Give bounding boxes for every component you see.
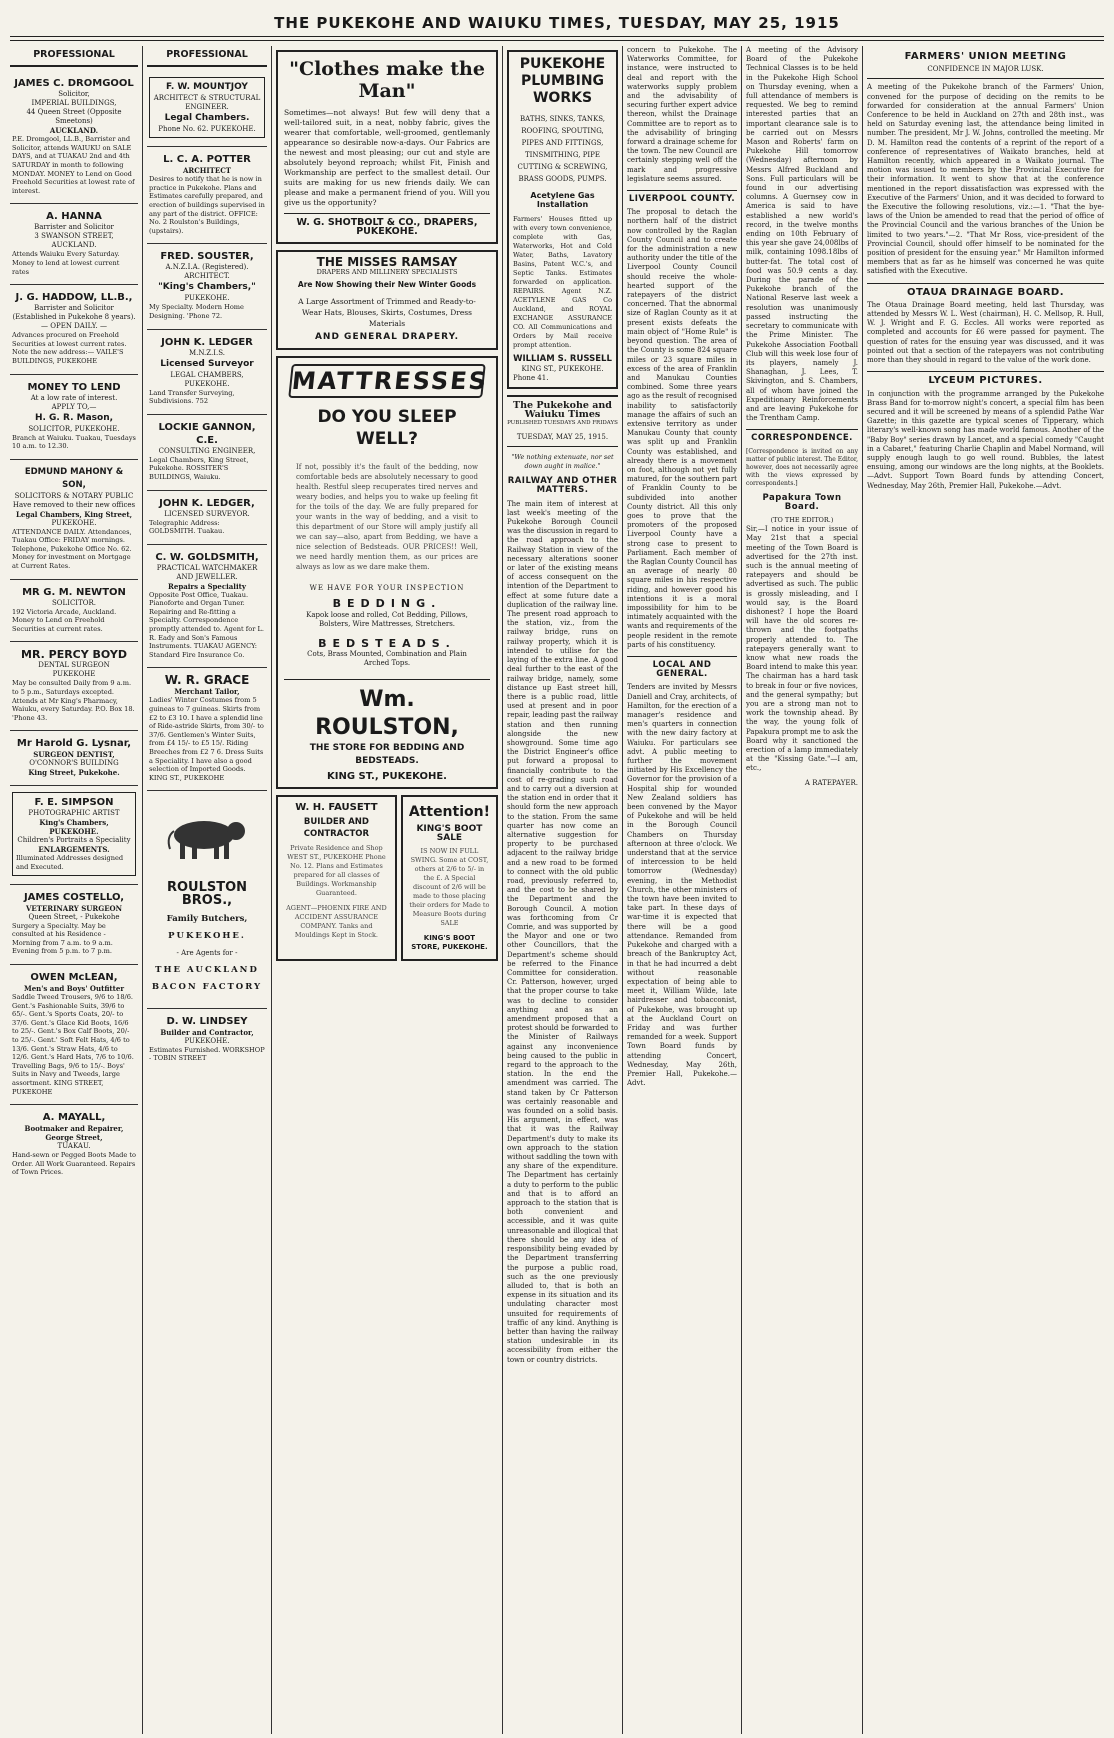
ad-plumbing-works bbox=[507, 50, 618, 389]
ad-potter bbox=[147, 147, 267, 244]
ad-line: "King's Chambers," bbox=[158, 282, 256, 293]
story-heading: LYCEUM PICTURES. bbox=[867, 371, 1104, 385]
ad-line: Legal Chambers. bbox=[164, 113, 250, 124]
section-heading: PROFESSIONAL bbox=[147, 46, 267, 67]
ad-line: ARCHITECT & STRUCTURAL ENGINEER. bbox=[153, 94, 261, 112]
ad-percy-boyd bbox=[10, 642, 138, 731]
ad-text: Kapok loose and rolled, Cot Bedding, Pillows, Bolsters, Wire Mattresses, Stretchers. bbox=[306, 610, 468, 628]
ad-dromgool bbox=[10, 71, 138, 204]
ad-line: PUKEKOHE. bbox=[51, 518, 97, 527]
column-professional-1 bbox=[10, 46, 138, 1734]
ad-text: Land Transfer Surveying, Subdivisions. 752 bbox=[149, 388, 235, 406]
ad-lindsey bbox=[147, 1009, 267, 1071]
ad-line: SURGEON DENTIST, bbox=[33, 750, 115, 760]
newspaper-nameplate bbox=[507, 395, 618, 447]
story-heading: FARMERS' UNION MEETING bbox=[904, 51, 1067, 62]
ad-text: May be consulted Daily from 9 a.m. to 5 p.m., Saturdays excepted. Attends at Mr King's Pharmacy, Waiuku, every Saturday. P.O. Box 18. 'Phone 43. bbox=[12, 679, 135, 722]
ad-line: CONSULTING ENGINEER, bbox=[158, 446, 256, 455]
ad-name: FRED. SOUSTER, bbox=[160, 251, 254, 263]
ad-name: L. C. A. POTTER bbox=[163, 154, 251, 166]
ad-line: Barrister and Solicitor bbox=[34, 223, 114, 232]
ad-firm: KING'S BOOT STORE, PUKEKOHE. bbox=[411, 934, 488, 952]
ad-name: MR G. M. NEWTON bbox=[22, 586, 126, 598]
ad-line: 3 SWANSON STREET, AUCKLAND. bbox=[34, 232, 114, 250]
ad-line: APPLY TO,— bbox=[51, 402, 97, 411]
ad-ledger-2 bbox=[147, 491, 267, 545]
column-plumbing-editorial bbox=[507, 46, 618, 1734]
ad-line: PUKEKOHE. bbox=[184, 294, 230, 303]
ad-subheading: KING'S BOOT SALE bbox=[416, 823, 483, 844]
ad-grace bbox=[147, 668, 267, 791]
ad-souster bbox=[147, 244, 267, 329]
ad-line: - Are Agents for - bbox=[176, 948, 238, 957]
ad-mountjoy bbox=[147, 71, 267, 147]
ad-lysnar bbox=[10, 731, 138, 786]
story-text: Tenders are invited by Messrs Daniell and Cray, architects, of Hamilton, for the erection of a manager's residence and men's quarters in connection with the new dairy factory at Waiuku. For particulars see advt. A public meeting to further the movement initiated by His Excellency the Governor for the provision of a Hospital ship for wounded New Zealand soldiers has been convened by the Mayor of Pukekohe and will be held in the Borough Council Chambers on Thursday afternoon at three o'clock. We understand that at the service of intercession to be held tomorrow (Wednesday) evening, in the Methodist Church, the other ministers of the town have been invited to take part. In these days of war-time it is expected that there will be a good attendance. Remanded from Pukekohe and charged with a breach of the Bankruptcy Act, in that he had incurred a debt without reasonable expectation of being able to meet it, William Wilde, late hairdresser and tobacconist, of Pukekohe, was brought up at the Auckland Court on Friday and was further remanded for a week. Support Town Board funds by attending Concert, Wednesday, May 26th, Premier Hall, Pukekohe.—Advt. bbox=[627, 683, 737, 1088]
column-rule bbox=[741, 46, 742, 1734]
ad-line: THE STORE FOR BEDDING AND BEDSTEADS. bbox=[309, 742, 465, 766]
column-professional-2 bbox=[147, 46, 267, 1734]
ad-simpson bbox=[10, 786, 138, 884]
ad-line: H. G. R. Mason, bbox=[34, 412, 114, 423]
ad-name: F. W. MOUNTJOY bbox=[166, 82, 248, 93]
ad-line: AUCKLAND. bbox=[49, 126, 99, 136]
ad-line: O'CONNOR'S BUILDING bbox=[29, 759, 119, 768]
ad-line: PRACTICAL WATCHMAKER AND JEWELLER. bbox=[156, 563, 258, 581]
ad-text: Private Residence and Shop WEST ST., PUKEKOHE Phone No. 12. Plans and Estimates prepared for all classes of Buildings. Workmanship Guaranteed. bbox=[287, 844, 386, 898]
ad-name: EDMUND MAHONY & SON, bbox=[24, 466, 124, 490]
story-subheading: CONFIDENCE IN MAJOR LUSK. bbox=[867, 65, 1104, 79]
ad-line: Licensed Surveyor bbox=[160, 358, 254, 369]
story-note: [Correspondence is invited on any matter of public interest. The Editor, however, does not necessarily agree with the views expressed by correspondents.] bbox=[746, 447, 858, 487]
ad-text: Ladies' Winter Costumes from 5 guineas to 7 guineas. Skirts from £2 to £3 10. I have a splendid line of Ride-astride Skirts, from 30/- to 37/6. Gentlemen's Winter Suits, from £4 15/- to £5 15/. Riding Breeches from £2 7 6. Dress Suits a Speciality. I have also a good selection of Imported Goods. KING ST., PUKEKOHE bbox=[149, 696, 264, 782]
ad-text: Sometimes—not always! But few will deny that a well-tailored suit, in a neat, nobby fabric, gives the wearer that comfortable, well-groomed, gentlemanly appearance so desirable now-a-days. Our Fabrics are the newest and most pleasing; our cut and style are absolutely beyond reproach; whilst Fit, Finish and Workmanship are perfect to the smallest detail. Our suits are making for us new friends daily. We can please and make a permanent friend of you. Will you give us the opportunity? bbox=[284, 108, 490, 207]
ad-line: PUKEKOHE. bbox=[168, 930, 246, 941]
column-rule bbox=[142, 46, 143, 1734]
ad-line: DENTAL SURGEON bbox=[38, 661, 110, 670]
ad-line: PHOTOGRAPHIC ARTIST bbox=[28, 809, 120, 818]
ad-row-bottom bbox=[276, 795, 498, 967]
nameplate-title: The Pukekohe and Waiuku Times bbox=[513, 400, 612, 421]
ad-line: Solicitor, bbox=[58, 90, 90, 99]
ad-firm: WILLIAM S. RUSSELL bbox=[513, 354, 612, 365]
ad-name: Mr Harold G. Lysnar, bbox=[16, 738, 132, 750]
ad-name: JOHN K. LEDGER bbox=[161, 336, 253, 348]
ad-line: — OPEN DAILY. — bbox=[41, 322, 107, 331]
ad-name: JAMES C. DROMGOOL bbox=[14, 78, 134, 90]
ad-costello bbox=[10, 885, 138, 965]
story-note: (TO THE EDITOR.) bbox=[770, 515, 834, 524]
ad-line: PUKEKOHE bbox=[52, 670, 96, 679]
ad-firm: Wm. ROULSTON, bbox=[284, 679, 490, 742]
story-heading: OTAUA DRAINAGE BOARD. bbox=[867, 283, 1104, 297]
ad-name: A. HANNA bbox=[46, 211, 102, 223]
column-rule bbox=[502, 46, 503, 1734]
ad-line: ENLARGEMENTS. bbox=[38, 845, 110, 855]
ad-text: 192 Victoria Arcade, Auckland. Money to Lend on Freehold Securities at current rates. bbox=[12, 607, 117, 633]
story-heading: RAILWAY AND OTHER MATTERS. bbox=[507, 476, 618, 496]
ad-headline: DO YOU SLEEP WELL? bbox=[317, 407, 457, 450]
nameplate-pub: PUBLISHED TUESDAYS AND FRIDAYS bbox=[507, 420, 618, 427]
masthead-rule-bottom bbox=[10, 40, 1104, 41]
story-text: A meeting of the Advisory Board of the Pukekohe Technical Classes is to be held in the Pukekohe High School on Thursday evening, when a full attendance of members is requested. We beg to remind interested parties that an important clearance sale is to be carried out on Messrs Mason and Roberts' farm on Pukekohe Hill tomorrow (Wednesday) afternoon by Messrs Alfred Buckland and Sons. Full particulars will be found in our advertising columns. A Guernsey cow in America is said to have established a new world's record, in the twelve months ending on 10th February of this year she gave 24,008lbs of milk, containing 1098.18lbs of butter-fat. The total cost of food was 50.9 cents a day. During the parade of the Pukekohe branch of the National Reserve last week a resolution was unanimously passed instructing the secretary to communicate with the Prime Minister. The Pukekohe Association Football Club will this week lose four of its players, namely J. Shanaghan, J. Lees, T. Skivington, and S. Chambers, all of whom have joined the Expeditionary Reinforcements and are leaving Pukekohe for the Trentham Camp. bbox=[746, 46, 858, 423]
ad-roulston-bedding bbox=[276, 356, 498, 789]
ad-subheading: BEDSTEADS. bbox=[318, 637, 456, 651]
ad-text: Surgery a Specialty. May be consulted at his Residence - Morning from 7 a.m. to 9 a.m. Evening from 5 p.m. to 7 p.m. bbox=[12, 921, 113, 956]
story-heading: LOCAL AND GENERAL. bbox=[627, 656, 737, 679]
ad-haddow bbox=[10, 285, 138, 374]
ad-name: J. G. HADDOW, LL.B., bbox=[15, 292, 133, 304]
ad-name: C. W. GOLDSMITH, bbox=[155, 551, 259, 563]
ad-gannon bbox=[147, 415, 267, 491]
column-news-3 bbox=[867, 46, 1104, 1734]
ad-subheading: Acetylene Gas Installation bbox=[530, 191, 595, 210]
ad-line: ARCHITECT. bbox=[184, 272, 230, 281]
ad-roulston-butchers bbox=[147, 791, 267, 1008]
ad-ledger bbox=[147, 330, 267, 415]
ad-line: Legal Chambers, King Street, bbox=[15, 509, 133, 519]
story-text: Sir,—I notice in your issue of May 21st that a special meeting of the Town Board is advertised for the 27th inst. such is the annual meeting of ratepayers and should be advertised as such. The public is grossly misleading, and I would say, is the Board dishonest? I hope the Board will have the old scores re-thrown and the footpaths properly attended to. The ratepayers generally want to know what new roads the Board intend to make this year. The chairman has a hard task to break in four or five novices, and the general sympathy; but you are a strong man not to work the township ahead. By the way, the young folk of Papakura prompt me to ask the Board why it sanctioned the erection of a lamp immediately at the "Kissing Gate."—I am, etc., bbox=[746, 525, 858, 773]
story-text: In conjunction with the programme arranged by the Pukekohe Brass Band for to-morrow night's concert, a special film has been secured and it will be screened by means of a splendid Pathe War Gazette; in this gazette are typical scenes of Tipperary, which literary's well-known song has made world famous. Another of the "Baby Boy" series drawn by Lancet, and a special comedy "Caught in a Cabaret," featuring Charlie Chaplin and Mabel Normand, will supply enough laugh to go well round. Bubbles, the latest ensuing, among our windows are the long nights, at the Booklets.—Advt. Support Town Board funds by attending Concert, Wednesday, May 26th, Premier Hall, Pukekohe.—Advt. bbox=[867, 389, 1104, 490]
ad-line: Have removed to their new offices bbox=[12, 500, 136, 509]
ad-name: JOHN K. LEDGER, bbox=[159, 497, 255, 509]
ad-line: SOLICITOR, PUKEKOHE. bbox=[28, 424, 120, 433]
ad-text: Telegraphic Address: GOLDSMITH. Tuakau. bbox=[149, 518, 225, 536]
ad-name: MR. PERCY BOYD bbox=[21, 648, 127, 662]
ad-line: BACON FACTORY bbox=[151, 981, 263, 992]
ad-headline: "Clothes make the Man" bbox=[289, 58, 485, 102]
bull-illustration-icon bbox=[162, 807, 252, 867]
ad-text: Legal Chambers, King Street, Pukekohe. ROSSITER'S BUILDINGS, Waiuku. bbox=[149, 455, 249, 481]
column-news-2 bbox=[746, 46, 858, 1734]
ad-line: Barrister and Solicitor bbox=[34, 304, 114, 313]
ad-name: F. E. SIMPSON bbox=[34, 797, 114, 809]
ad-line: M.N.Z.I.S. bbox=[188, 348, 226, 357]
ad-line: AND GENERAL DRAPERY. bbox=[314, 332, 460, 343]
ad-text: A Large Assortment of Trimmed and Ready-to-Wear Hats, Blouses, Skirts, Costumes, Dress Materials bbox=[298, 297, 476, 329]
column-rule bbox=[862, 46, 863, 1734]
nameplate-date: TUESDAY, MAY 25, 1915. bbox=[516, 432, 609, 441]
ad-text: Illuminated Addresses designed and Executed. bbox=[16, 854, 124, 872]
ad-line: BUILDER AND CONTRACTOR bbox=[303, 817, 370, 840]
ad-line: Children's Portraits a Speciality bbox=[17, 836, 131, 845]
ad-line: Family Butchers, bbox=[166, 913, 248, 924]
ad-text: Desires to notify that he is now in practice in Pukekohe. Plans and Estimates carefully prepared, and erection of buildings supervised in any part of the district. OFFICE: No. 2 Roulston's Buildings, (upstairs). bbox=[149, 175, 265, 235]
ad-text: IS NOW IN FULL SWING. Some at COST, others at 2/6 to 5/- in the £. A Special discount of 2/6 will be made to those placing their orders for Made to Measure Boots during SALE bbox=[409, 847, 490, 928]
ad-text: Hand-sewn or Pegged Boots Made to Order. All Work Guaranteed. Repairs of Town Prices. bbox=[12, 1151, 137, 1177]
ad-line: LEGAL CHAMBERS, bbox=[170, 370, 244, 379]
ad-line: SOLICITORS & NOTARY PUBLIC bbox=[14, 491, 134, 500]
ad-kings-boot-sale bbox=[401, 795, 498, 961]
ad-line: KING ST., PUKEKOHE. bbox=[327, 770, 447, 782]
ad-newton bbox=[10, 580, 138, 643]
ad-fausett bbox=[276, 795, 397, 961]
ad-line: Repairs a Speciality bbox=[168, 581, 246, 591]
ad-line: King Street, Pukekohe. bbox=[28, 768, 120, 778]
ad-name: JAMES COSTELLO, bbox=[23, 891, 125, 903]
ad-text: If not, possibly it's the fault of the bedding, now comfortable beds are absolutely necessary to good health. Restful sleep recuperates tired nerves and weary bodies, and helps you to wake up feeling fit for the toils of the day. We are fully prepared for your wants in the way of bedding, and a visit to this department of our Store will amply justify all we can say—also, apart from Bedding, we have a nice selection of Bedsteads. OUR PRICES!! Well, we need hardly mention them, as our prices are always as low as we dare make them. bbox=[296, 463, 478, 572]
ad-name: A. MAYALL, bbox=[42, 1112, 106, 1124]
ad-line: Phone No. 62. PUKEKOHE. bbox=[158, 125, 256, 134]
ad-line: Phone 41. bbox=[513, 373, 549, 382]
ad-line: PUKEKOHE. bbox=[184, 379, 230, 388]
ad-line: THE AUCKLAND bbox=[155, 964, 259, 975]
ad-text: Cots, Brass Mounted, Combination and Plain Arched Tops. bbox=[307, 650, 467, 668]
masthead-rule-top bbox=[10, 36, 1104, 37]
story-text: The proposal to detach the northern half of the district now controlled by the Raglan County Council and to create for the administration a new authority under the title of the Liverpool County Council should receive the whole-hearted support of the ratepayers of the district concerned. That the abnormal size of Raglan County as it at present exists defeats the main object of "Home Rule" is beyond question. The area of the County is some 824 square miles or 23 square miles in excess of the area of Franklin and Manukau Counties combined. Some three years ago as the result of recognised inability to satisfactorily manage the affairs of such an extensive territory as under Manukau County that county was split up and Franklin County was established, and already there is a movement on foot, although not yet fully matured, for the southern part of Franklin County to be subdivided into another County district. All this only goes to prove that the promoters of the proposed Liverpool County have a strong case to present to Parliament. Each member of the Raglan County Council has an average of nearly 80 square miles in his respective riding, and however good his intentions it is a moral impossibility for him to be intimately acquainted with the wants and requirements of the people resident in the remote parts of his constituency. bbox=[627, 208, 737, 649]
column-news bbox=[627, 46, 737, 1734]
ad-line: TUAKAU. bbox=[57, 1142, 91, 1151]
ad-name: D. W. LINDSEY bbox=[166, 1015, 248, 1027]
ad-hanna bbox=[10, 204, 138, 285]
ad-name: LOCKIE GANNON, C.E. bbox=[158, 421, 256, 446]
ad-line: Merchant Tailor, bbox=[174, 687, 240, 697]
ad-firm: W. H. FAUSETT bbox=[295, 801, 378, 813]
story-heading: Papakura Town Board. bbox=[762, 492, 842, 512]
ad-mayall bbox=[10, 1105, 138, 1185]
ad-subheading: BEDDING. bbox=[332, 597, 442, 611]
ad-text: ATTENDANCE DAILY. Attendances, Tuakau Office: FRIDAY mornings. Telephone, Pukekohe Office No. 62. Money for investment on Mortgage at Current Rates. bbox=[12, 527, 132, 571]
ad-line: Men's and Boys' Outfitter bbox=[23, 983, 125, 993]
ad-money-to-lend bbox=[10, 375, 138, 460]
ad-shotbolt-clothes bbox=[276, 50, 498, 244]
ad-text: Estimates Furnished. WORKSHOP - TOBIN STREET bbox=[149, 1045, 265, 1063]
column-rule bbox=[271, 46, 272, 1734]
ad-line: Bootmaker and Repairer, bbox=[24, 1124, 124, 1134]
nameplate-motto: "We nothing extenuate, nor set down aught in malice." bbox=[511, 452, 614, 471]
ad-text: Advances procured on Freehold Securities at lowest current rates. Note the new address:— VAILE'S BUILDINGS, PUKEKOHE bbox=[12, 331, 127, 365]
ad-text: Saddle Tweed Trousers, 9/6 to 18/6. Gent.'s Fashionable Suits, 39/6 to 65/-. Gent.'s Sports Coats, 20/- to 37/6. Gent.'s Glace Kid Boots, 16/6 to 25/-. Gent.'s Box Calf Boots, 20/- to 25/-. Gent.' Soft Felt Hats, 4/6 to 13/6. Gent.'s Straw Hats, 4/6 to 12/6. Gent.'s Hard Hats, 7/6 to 10/6. Travelling Bags, 9/6 to 15/-. Boys' Suits in Navy and Tweeds, large assortment. KING STREET, PUKEKOHE bbox=[12, 992, 134, 1096]
ad-name: ROULSTON BROS., bbox=[166, 879, 248, 908]
ad-line: ARCHITECT bbox=[182, 166, 232, 176]
story-heading: CORRESPONDENCE. bbox=[746, 429, 858, 443]
story-heading: LIVERPOOL COUNTY. bbox=[627, 190, 737, 204]
ad-line: LICENSED SURVEYOR. bbox=[164, 509, 250, 518]
ad-text: My Specialty. Modern Home Designing. 'Phone 72. bbox=[149, 303, 244, 320]
ad-misses-ramsay bbox=[276, 250, 498, 350]
ad-line: 44 Queen Street (Opposite Smeetons) bbox=[26, 108, 122, 126]
ad-line: PUKEKOHE. bbox=[184, 1036, 230, 1045]
ad-line: George Street, bbox=[45, 1133, 103, 1143]
ad-line: VETERINARY SURGEON bbox=[25, 903, 123, 913]
ad-text: P.E. Dromgool, LL.B., Barrister and Solicitor, attends WAIUKU on SALE DAYS, and at TUAKAU 2nd and 4th SATURDAY in month to following MONDAY. MONEY to Lend on Good Freehold Securities at lowest rate of interest. bbox=[12, 135, 135, 195]
ad-line: Queen Street, - Pukekohe bbox=[28, 912, 120, 921]
ad-name: W. R. GRACE bbox=[164, 673, 250, 688]
ad-line: WE HAVE FOR YOUR INSPECTION bbox=[309, 584, 465, 593]
ad-text: Farmers' Houses fitted up with every town convenience, complete with Gas, Waterworks, Hot and Cold Water, Baths, Lavatory Basins, Patent W.C.'s, and Septic Tanks. Estimates forwarded on application. REPAIRS. Agent N.Z. ACETYLENE GAS Co Auckland, and ROYAL EXCHANGE ASSURANCE CO. All Communications and Orders by Mail receive prompt attention. bbox=[513, 215, 612, 350]
ad-mahony bbox=[10, 460, 138, 580]
ad-line: PUKEKOHE. bbox=[49, 827, 99, 837]
column-display-ads bbox=[276, 46, 498, 1734]
ad-text: AGENT—PHOENIX FIRE AND ACCIDENT ASSURANCE COMPANY. Tanks and Mouldings Kept in Stock. bbox=[286, 904, 387, 940]
ad-line: SOLICITOR. bbox=[52, 598, 96, 607]
ad-name: MONEY TO LEND bbox=[27, 381, 121, 393]
ad-line: IMPERIAL BUILDINGS, bbox=[31, 99, 117, 108]
ad-headline: Attention! bbox=[408, 803, 490, 820]
ad-name: OWEN McLEAN, bbox=[30, 971, 118, 983]
column-rule bbox=[622, 46, 623, 1734]
masthead: THE PUKEKOHE AND WAIUKU TIMES, TUESDAY, MAY 25, 1915 bbox=[274, 14, 840, 32]
ad-line: (Established in Pukekohe 8 years). bbox=[12, 313, 136, 322]
mattress-banner: MATTRESSES bbox=[288, 364, 486, 398]
story-signature: A RATEPAYER. bbox=[804, 778, 858, 787]
ad-goldsmith bbox=[147, 545, 267, 669]
story-text: The Otaua Drainage Board meeting, held last Thursday, was attended by Messrs W. L. West (chairman), H. C. Mellsop, R. Hull, W. J. Wright and F. G. Eccles. All works were reported as completed and accounts for £6 were passed for payment. The question of rates for the ensuing year was discussed, and it was pointed out that a section of the ratepayers was not contributing more than they should in regard to the value of the work done. bbox=[867, 300, 1104, 365]
ad-line: Builder and Contractor, bbox=[160, 1027, 254, 1037]
ad-text: Attends Waiuku Every Saturday. Money to lend at lowest current rates bbox=[12, 250, 120, 276]
ad-text: Opposite Post Office, Tuakau. Pianoforte and Organ Tuner. Repairing and Re-fitting a Specialty. Correspondence promptly attended to. Agent for L. R. Eady and Son's Famous Instruments. TUAKAU AGENCY: Standard Fire Insurance Co. bbox=[149, 590, 264, 659]
story-text: A meeting of the Pukekohe branch of the Farmers' Union, convened for the purpose of deciding on the remits to be forwarded for consideration at the annual Farmers' Union Conference to be held in Auckland on 27th and 28th inst., was held on Saturday evening last, the attendance being limited in number. The president, Mr J. W. Johns, controlled the meeting. Mr D. M. Hamilton read the contents of a reprint of the report of a conference of representatives of Waikato branches, held at Hamilton recently, which appeared in a Waikato journal. The motion was issued to members by the Provincial Executive for their information. It went to show that at the conference mentioned in the report dissatisfaction was expressed with the Executive of the Farmers' Union, and it was decided to forward to the Executive the following resolutions, viz.:—1. "That the bye-laws of the Union be amended to read that the period of office of the Provincial Council and the various branches of the Union be limited to two years."—2. "That Mr Ross, vice-president of the Provincial Council, should offer himself to be nominated for the position of president for the ensuing year." Mr Hamilton informed members that as far as he himself was concerned he was quite satisfied with the Executive. bbox=[867, 83, 1104, 276]
ad-line: At a low rate of interest. bbox=[30, 393, 118, 402]
ad-headline: PUKEKOHE PLUMBING WORKS bbox=[519, 56, 606, 106]
ad-text: BATHS, SINKS, TANKS, ROOFING, SPOUTING, PIPES AND FITTINGS, TINSMITHING, PIPE CUTTING & SCREWING, BRASS GOODS, PUMPS. bbox=[517, 115, 608, 183]
story-text: concern to Pukekohe. The Waterworks Committee, for instance, were instructed to deal and report with the waterworks supply problem and the advisability of securing further expert advice thereon, whilst the Drainage Committee are to report as to the advisability of bringing forward a drainage scheme for the town. The new Council are certainly stepping well off the mark and progressive legislature seems assured. bbox=[627, 46, 737, 183]
ad-line: Are Now Showing their New Winter Goods bbox=[297, 279, 477, 289]
ad-mclean bbox=[10, 965, 138, 1105]
ad-line: KING ST., PUKEKOHE. bbox=[521, 364, 604, 373]
story-text: The main item of interest at last week's meeting of the Pukekohe Borough Council was the discussion in regard to the road approach to the Railway Station in view of the necessary alterations sooner or later of the existing means of access consequent on the intention of the Department to effect at some future date a duplication of the railway line. The present road approach to the station, viz., from the railway bridge, runs on railway property, which it is intended to utilise for the laying of the extra line. A good deal further to the east of the railway bridge, namely, some distance up East street hill, there is a public road, little used at present and in poor repair, leading past the railway station and then running alongside the new showground. Some time ago the District Engineer's office put forward a proposal to financially contribute to the cost of re-grading such road and to carry out a diversion at the station end in order that it should form the new approach to the station. From the same quarter has now come an alternative suggestion for property to be purchased adjacent to the railway bridge and a new road to be formed to connect with the old public road, previously referred to, and the cost to be shared by the Department and the Borough Council. A motion was forthcoming from Cr Comrie, and was supported by the Mayor and one or two other Councillors, that the Department's scheme should be referred to the Finance Committee for consideration. Cr. Patterson, however, urged that the proper course to take was to decline to consider anything and as an amendment proposed that a protest should be forwarded to the Minister of Railways against any inconvenience being caused to the public in regard to the approach to the station. In the end the amendment was carried. The stand taken by Cr Patterson was certainly reasonable and was founded on a solid basis. His argument, in effect, was that it was the Railway Department's duty to make its own approach to the station without saddling the town with any share of the expenditure. The Department has certainly a duty to perform to the public and that is to afford an approach to the station that is both convenient and accessible, and it was quite unreasonable and illogical that there should be any idea of responsibility being evaded by the Department transferring the purpose a public road, such as the one previously alluded to, that is both an expense in its situation and its undulating character most unsuited for requirements of traffic of any kind. Anything is better than having the railway station undesirable in its accessibility from either the town or country districts. bbox=[507, 499, 618, 1364]
ad-firm: W. G. SHOTBOLT & CO., DRAPERS, PUKEKOHE. bbox=[284, 213, 490, 236]
ad-line: A.N.Z.I.A. (Registered). bbox=[165, 263, 249, 272]
ad-line: King's Chambers, bbox=[39, 818, 109, 828]
ad-headline: THE MISSES RAMSAY bbox=[316, 255, 458, 270]
ad-text: Branch at Waiuku. Tuakau, Tuesdays 10 a.m. to 12.30. bbox=[12, 433, 136, 451]
section-heading: PROFESSIONAL bbox=[10, 46, 138, 67]
ad-line: DRAPERS AND MILLINERY SPECIALISTS bbox=[316, 267, 458, 276]
